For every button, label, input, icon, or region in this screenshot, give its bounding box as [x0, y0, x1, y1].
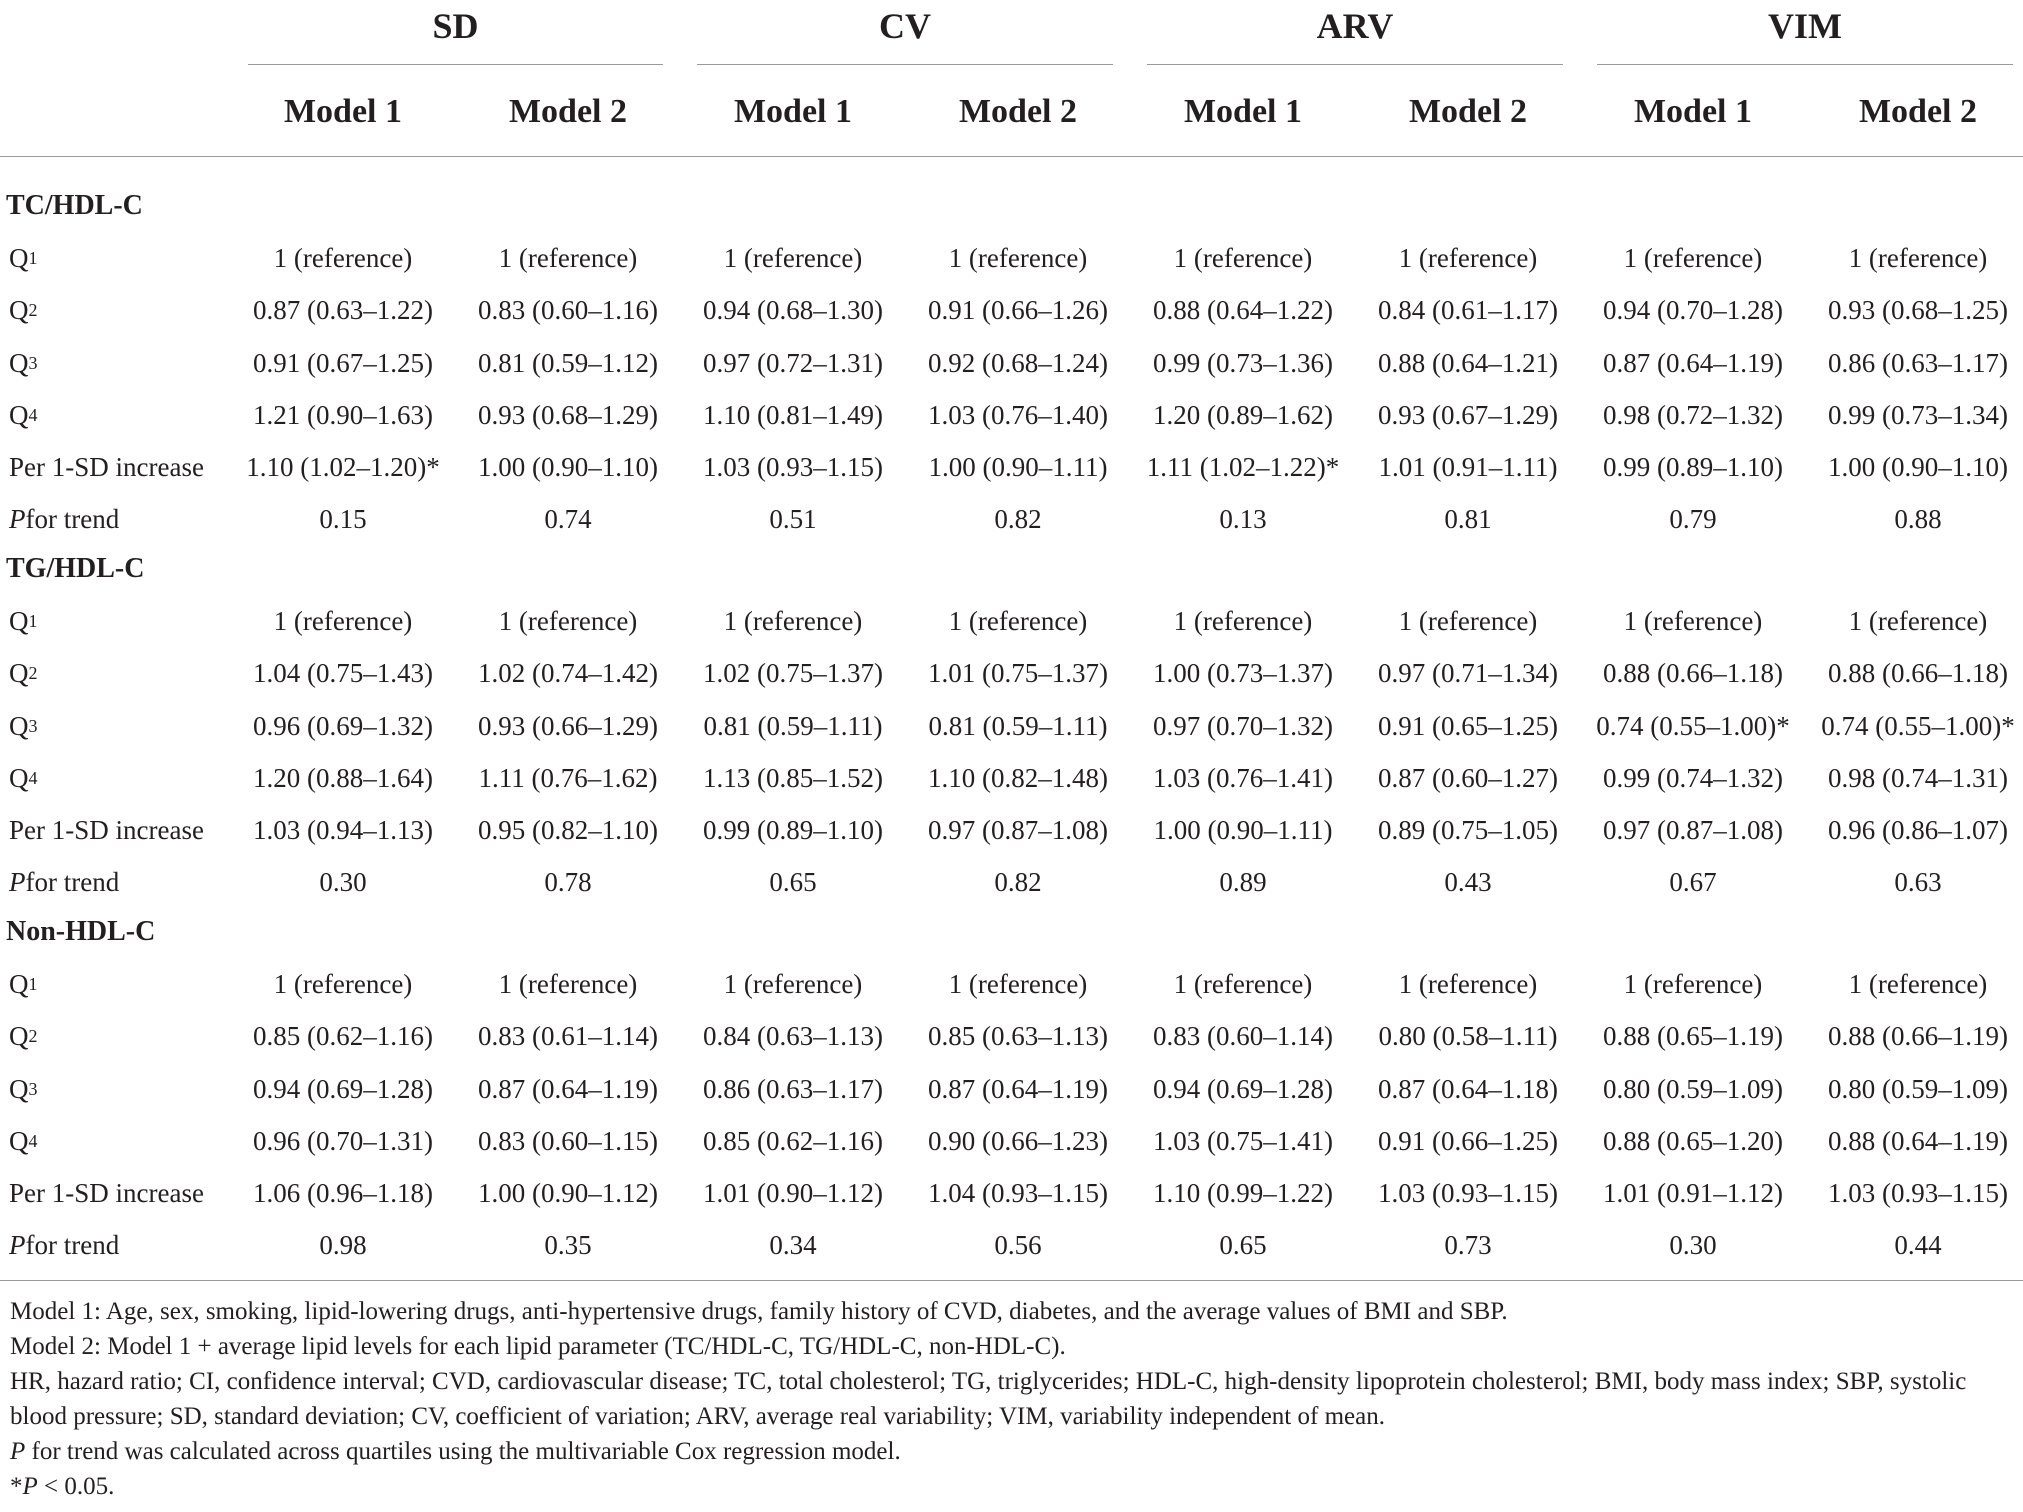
- row-label-text: for trend: [25, 1229, 120, 1260]
- table-cell: 0.79: [1669, 503, 1717, 534]
- row-label: [9, 441, 204, 493]
- table-cell: 0.87 (0.64–1.19): [928, 1073, 1108, 1104]
- row-label-italic: P: [9, 503, 26, 534]
- table-cell: 0.88 (0.65–1.20): [1603, 1125, 1783, 1156]
- row-label: [9, 389, 38, 441]
- table-cell: 1 (reference): [723, 242, 863, 273]
- table-cell: 0.85 (0.63–1.13): [928, 1020, 1108, 1051]
- row-label-subscript: 4: [28, 767, 38, 788]
- model-header: Model 2: [508, 93, 628, 130]
- table-cell: 0.56: [994, 1229, 1042, 1260]
- row-label-subscript: 4: [28, 404, 38, 425]
- row-label: [9, 337, 38, 389]
- table-cell: 1 (reference): [1173, 242, 1313, 273]
- table-cell: 1.13 (0.85–1.52): [703, 762, 883, 793]
- table-cell: 0.30: [1669, 1229, 1717, 1260]
- table-cell: 1.21 (0.90–1.63): [253, 399, 433, 430]
- table-row: [0, 1219, 2023, 1271]
- table-cell: 0.99 (0.89–1.10): [1603, 451, 1783, 482]
- table-cell: 0.34: [769, 1229, 817, 1260]
- footnote-text: HR, hazard ratio; CI, confidence interval; CVD, cardiovascular disease; TC, total cholesterol; TG, triglycerides; HDL-C, high-density lipoprotein cholesterol; BMI, body mass index; SBP, systolic blood pressure; SD, standard deviation; CV, coefficient of variation; ARV, average real variability; VIM, variability independent of mean.: [10, 1368, 1967, 1430]
- row-label-subscript: 2: [28, 299, 38, 320]
- footnote-text: Model 1: Age, sex, smoking, lipid-lowering drugs, anti-hypertensive drugs, family history of CVD, diabetes, and the average values of BMI and SBP.: [10, 1298, 1508, 1325]
- section-header-row: [0, 543, 2023, 595]
- table-cell: 0.86 (0.63–1.17): [703, 1073, 883, 1104]
- table-row: [0, 1063, 2023, 1115]
- table-cell: 0.80 (0.58–1.11): [1378, 1020, 1558, 1051]
- row-label-italic: P: [9, 1229, 26, 1260]
- table-cell: 0.97 (0.70–1.32): [1153, 710, 1333, 741]
- table-footnotes: [10, 1294, 2015, 1504]
- column-group-vim: VIM: [1768, 6, 1842, 46]
- group-underline: [1597, 64, 2013, 65]
- table-cell: 0.99 (0.73–1.36): [1153, 347, 1333, 378]
- section-title: TG/HDL-C: [6, 553, 145, 584]
- table-cell: 0.81 (0.59–1.11): [703, 710, 883, 741]
- row-label-text: Q: [9, 399, 29, 430]
- table-cell: 0.82: [994, 503, 1042, 534]
- table-cell: 1 (reference): [498, 242, 638, 273]
- table-cell: 1.00 (0.90–1.10): [1828, 451, 2008, 482]
- table-cell: 1.00 (0.90–1.10): [478, 451, 658, 482]
- table-cell: 0.97 (0.71–1.34): [1378, 657, 1558, 688]
- model-header: Model 1: [1633, 93, 1753, 130]
- row-label: [9, 284, 38, 336]
- row-label: [9, 647, 38, 699]
- table-cell: 0.51: [769, 503, 817, 534]
- table-cell: 1.03 (0.94–1.13): [253, 814, 433, 845]
- table-cell: 0.87 (0.60–1.27): [1378, 762, 1558, 793]
- table-cell: 0.96 (0.69–1.32): [253, 710, 433, 741]
- table-cell: 0.44: [1894, 1229, 1942, 1260]
- column-group-arv: ARV: [1316, 6, 1394, 46]
- table-cell: 0.65: [769, 866, 817, 897]
- table-row: [0, 284, 2023, 336]
- table-cell: 1.10 (0.99–1.22): [1153, 1177, 1333, 1208]
- table-cell: 1.11 (0.76–1.62): [478, 762, 658, 793]
- table-cell: 1 (reference): [1623, 968, 1763, 999]
- footnote: [10, 1364, 2015, 1434]
- table-cell: 1 (reference): [1173, 968, 1313, 999]
- table-cell: 0.87 (0.64–1.19): [1603, 347, 1783, 378]
- table-row: [0, 441, 2023, 493]
- group-underline: [697, 64, 1113, 65]
- table-row: [0, 856, 2023, 908]
- section-header-row: [0, 180, 2023, 232]
- table-cell: 1 (reference): [948, 605, 1088, 636]
- table-cell: 1 (reference): [1398, 242, 1538, 273]
- table-cell: 0.73: [1444, 1229, 1492, 1260]
- row-label-subscript: 1: [28, 973, 38, 994]
- table-cell: 0.94 (0.69–1.28): [1153, 1073, 1333, 1104]
- section-header-row: [0, 906, 2023, 958]
- table-cell: 0.88 (0.65–1.19): [1603, 1020, 1783, 1051]
- table-cell: 0.91 (0.66–1.25): [1378, 1125, 1558, 1156]
- table-cell: 0.30: [319, 866, 367, 897]
- row-label: [9, 1115, 38, 1167]
- row-label-subscript: 3: [28, 715, 38, 736]
- table-cell: 1.04 (0.93–1.15): [928, 1177, 1108, 1208]
- row-label-subscript: 3: [28, 352, 38, 373]
- section-title: TC/HDL-C: [6, 190, 143, 221]
- row-label-text: Q: [9, 1020, 29, 1051]
- table-cell: 0.83 (0.60–1.15): [478, 1125, 658, 1156]
- table-cell: 0.89: [1219, 866, 1267, 897]
- table-cell: 1 (reference): [723, 605, 863, 636]
- table-cell: 0.97 (0.72–1.31): [703, 347, 883, 378]
- row-label: [9, 856, 119, 908]
- table-cell: 0.87 (0.64–1.19): [478, 1073, 658, 1104]
- table-cell: 0.83 (0.61–1.14): [478, 1020, 658, 1051]
- table-cell: 0.82: [994, 866, 1042, 897]
- table-cell: 0.86 (0.63–1.17): [1828, 347, 2008, 378]
- table-cell: 1 (reference): [273, 242, 413, 273]
- table-cell: 1 (reference): [1848, 605, 1988, 636]
- table-cell: 1.03 (0.93–1.15): [703, 451, 883, 482]
- table-cell: 1 (reference): [1623, 242, 1763, 273]
- row-label-text: Q: [9, 347, 29, 378]
- row-label-text: Per 1-SD increase: [9, 1177, 204, 1208]
- table-cell: 0.98 (0.74–1.31): [1828, 762, 2008, 793]
- footnote: [10, 1294, 2015, 1329]
- row-label-text: Q: [9, 242, 29, 273]
- table-cell: 0.63: [1894, 866, 1942, 897]
- row-label-text: Q: [9, 1125, 29, 1156]
- row-label: [9, 232, 38, 284]
- table-cell: 0.74 (0.55–1.00)*: [1821, 710, 2015, 741]
- table-cell: 1 (reference): [1398, 605, 1538, 636]
- table-cell: 0.93 (0.68–1.29): [478, 399, 658, 430]
- table-cell: 0.83 (0.60–1.14): [1153, 1020, 1333, 1051]
- row-label-subscript: 4: [28, 1130, 38, 1151]
- table-row: [0, 232, 2023, 284]
- table-cell: 1 (reference): [273, 968, 413, 999]
- table-cell: 1.00 (0.90–1.11): [928, 451, 1108, 482]
- table-cell: 0.93 (0.67–1.29): [1378, 399, 1558, 430]
- row-label: [9, 1063, 38, 1115]
- row-label: [9, 1010, 38, 1062]
- table-bottom-rule: [0, 1280, 2023, 1281]
- table-cell: 1.00 (0.90–1.11): [1153, 814, 1333, 845]
- table-cell: 1.10 (0.81–1.49): [703, 399, 883, 430]
- model-header: Model 2: [1858, 93, 1978, 130]
- footnote: [10, 1329, 2015, 1364]
- table-cell: 1.02 (0.75–1.37): [703, 657, 883, 688]
- model-header: Model 2: [958, 93, 1078, 130]
- row-label-text: Per 1-SD increase: [9, 451, 204, 482]
- table-row: [0, 595, 2023, 647]
- table-cell: 0.88: [1894, 503, 1942, 534]
- table-cell: 0.93 (0.68–1.25): [1828, 294, 2008, 325]
- row-label-subscript: 3: [28, 1078, 38, 1099]
- table-cell: 1.03 (0.76–1.40): [928, 399, 1108, 430]
- model-header: Model 2: [1408, 93, 1528, 130]
- model-header-row: [0, 88, 2023, 136]
- row-label-text: for trend: [25, 503, 120, 534]
- table-cell: 0.81: [1444, 503, 1492, 534]
- table-cell: 0.87 (0.64–1.18): [1378, 1073, 1558, 1104]
- table-cell: 0.13: [1219, 503, 1267, 534]
- row-label: [9, 1167, 204, 1219]
- row-label: [9, 493, 119, 545]
- table-cell: 0.94 (0.70–1.28): [1603, 294, 1783, 325]
- table-row: [0, 700, 2023, 752]
- table-cell: 1 (reference): [498, 968, 638, 999]
- row-label-text: Q: [9, 605, 29, 636]
- table-cell: 0.98 (0.72–1.32): [1603, 399, 1783, 430]
- header-rule: [0, 156, 2023, 157]
- row-label: [9, 700, 38, 752]
- table-cell: 0.85 (0.62–1.16): [703, 1125, 883, 1156]
- table-row: [0, 389, 2023, 441]
- table-cell: 0.74 (0.55–1.00)*: [1596, 710, 1790, 741]
- table-cell: 1.10 (0.82–1.48): [928, 762, 1108, 793]
- table-cell: 0.83 (0.60–1.16): [478, 294, 658, 325]
- table-cell: 0.35: [544, 1229, 592, 1260]
- table-cell: 0.94 (0.68–1.30): [703, 294, 883, 325]
- table-cell: 1.20 (0.89–1.62): [1153, 399, 1333, 430]
- table-cell: 1.11 (1.02–1.22)*: [1146, 451, 1340, 482]
- table-cell: 0.99 (0.89–1.10): [703, 814, 883, 845]
- group-underline: [1147, 64, 1563, 65]
- row-label-text: Q: [9, 762, 29, 793]
- table-cell: 0.87 (0.63–1.22): [253, 294, 433, 325]
- table-cell: 0.80 (0.59–1.09): [1603, 1073, 1783, 1104]
- table-cell: 0.91 (0.67–1.25): [253, 347, 433, 378]
- table-cell: 0.43: [1444, 866, 1492, 897]
- table-row: [0, 647, 2023, 699]
- table-cell: 1.01 (0.91–1.12): [1603, 1177, 1783, 1208]
- footnote-italic: P: [10, 1438, 26, 1465]
- section-title: Non-HDL-C: [6, 916, 156, 947]
- table-cell: 1.04 (0.75–1.43): [253, 657, 433, 688]
- table-cell: 0.93 (0.66–1.29): [478, 710, 658, 741]
- table-cell: 0.88 (0.66–1.18): [1603, 657, 1783, 688]
- row-label-text: for trend: [25, 866, 120, 897]
- table-cell: 0.89 (0.75–1.05): [1378, 814, 1558, 845]
- row-label: [9, 958, 38, 1010]
- model-header: Model 1: [1183, 93, 1303, 130]
- model-header: Model 1: [733, 93, 853, 130]
- table-cell: 1.00 (0.90–1.12): [478, 1177, 658, 1208]
- footnote-symbol: *: [10, 1473, 23, 1500]
- row-label-text: Per 1-SD increase: [9, 814, 204, 845]
- table-cell: 1.00 (0.73–1.37): [1153, 657, 1333, 688]
- table-cell: 0.88 (0.64–1.21): [1378, 347, 1558, 378]
- row-label: [9, 804, 204, 856]
- row-label-text: Q: [9, 1073, 29, 1104]
- row-label-subscript: 2: [28, 1025, 38, 1046]
- table-cell: 0.81 (0.59–1.12): [478, 347, 658, 378]
- table-cell: 1.06 (0.96–1.18): [253, 1177, 433, 1208]
- table-cell: 0.88 (0.66–1.19): [1828, 1020, 2008, 1051]
- table-cell: 1 (reference): [1848, 242, 1988, 273]
- row-label-italic: P: [9, 866, 26, 897]
- table-row: [0, 1115, 2023, 1167]
- table-row: [0, 1010, 2023, 1062]
- table-cell: 1 (reference): [723, 968, 863, 999]
- table-cell: 0.91 (0.66–1.26): [928, 294, 1108, 325]
- table-cell: 0.15: [319, 503, 367, 534]
- row-label-subscript: 1: [28, 610, 38, 631]
- model-header: Model 1: [283, 93, 403, 130]
- row-label-subscript: 1: [28, 247, 38, 268]
- table-cell: 1.03 (0.93–1.15): [1828, 1177, 2008, 1208]
- row-label: [9, 1219, 119, 1271]
- footnote-italic: P: [22, 1473, 38, 1500]
- table-cell: 0.96 (0.70–1.31): [253, 1125, 433, 1156]
- table-cell: 1.03 (0.76–1.41): [1153, 762, 1333, 793]
- table-row: [0, 1167, 2023, 1219]
- table-cell: 1.01 (0.90–1.12): [703, 1177, 883, 1208]
- table-cell: 1 (reference): [498, 605, 638, 636]
- row-label-subscript: 2: [28, 662, 38, 683]
- table-cell: 0.90 (0.66–1.23): [928, 1125, 1108, 1156]
- table-cell: 1 (reference): [1848, 968, 1988, 999]
- footnote-text: for trend was calculated across quartiles using the multivariable Cox regression model.: [25, 1438, 901, 1465]
- table-cell: 0.99 (0.73–1.34): [1828, 399, 2008, 430]
- row-label-text: Q: [9, 968, 29, 999]
- table-cell: 1.01 (0.75–1.37): [928, 657, 1108, 688]
- table-cell: 1 (reference): [1398, 968, 1538, 999]
- column-group-sd: SD: [432, 6, 479, 46]
- table-cell: 0.91 (0.65–1.25): [1378, 710, 1558, 741]
- row-label: [9, 752, 38, 804]
- footnote-text: Model 2: Model 1 + average lipid levels for each lipid parameter (TC/HDL-C, TG/HDL-C, non-HDL-C).: [10, 1333, 1066, 1360]
- table-cell: 1.10 (1.02–1.20)*: [246, 451, 440, 482]
- table-row: [0, 804, 2023, 856]
- row-label-text: Q: [9, 294, 29, 325]
- table-cell: 0.99 (0.74–1.32): [1603, 762, 1783, 793]
- table-cell: 0.81 (0.59–1.11): [928, 710, 1108, 741]
- table-cell: 1 (reference): [1623, 605, 1763, 636]
- table-cell: 0.67: [1669, 866, 1717, 897]
- column-group-cv: CV: [879, 6, 931, 46]
- table-cell: 1 (reference): [948, 242, 1088, 273]
- row-label: [9, 595, 38, 647]
- table-cell: 0.92 (0.68–1.24): [928, 347, 1108, 378]
- table-cell: 1.01 (0.91–1.11): [1378, 451, 1558, 482]
- table-cell: 0.74: [544, 503, 592, 534]
- table-cell: 0.88 (0.64–1.22): [1153, 294, 1333, 325]
- table-cell: 0.65: [1219, 1229, 1267, 1260]
- table-cell: 0.84 (0.61–1.17): [1378, 294, 1558, 325]
- table-cell: 1.03 (0.75–1.41): [1153, 1125, 1333, 1156]
- table-cell: 0.78: [544, 866, 592, 897]
- table-cell: 0.97 (0.87–1.08): [1603, 814, 1783, 845]
- table-cell: 1 (reference): [948, 968, 1088, 999]
- table-cell: 0.85 (0.62–1.16): [253, 1020, 433, 1051]
- table-cell: 0.84 (0.63–1.13): [703, 1020, 883, 1051]
- footnote-text: < 0.05.: [37, 1473, 115, 1500]
- row-label-text: Q: [9, 657, 29, 688]
- table-cell: 1 (reference): [273, 605, 413, 636]
- table-cell: 0.88 (0.64–1.19): [1828, 1125, 2008, 1156]
- table-cell: 0.94 (0.69–1.28): [253, 1073, 433, 1104]
- table-row: [0, 493, 2023, 545]
- footnote: [10, 1469, 2015, 1504]
- table-row: [0, 752, 2023, 804]
- table-cell: 1 (reference): [1173, 605, 1313, 636]
- table-cell: 0.95 (0.82–1.10): [478, 814, 658, 845]
- table-cell: 1.20 (0.88–1.64): [253, 762, 433, 793]
- footnote: [10, 1434, 2015, 1469]
- table-row: [0, 958, 2023, 1010]
- table-cell: 0.98: [319, 1229, 367, 1260]
- table-row: [0, 337, 2023, 389]
- group-underline: [248, 64, 663, 65]
- table-cell: 1.03 (0.93–1.15): [1378, 1177, 1558, 1208]
- table-cell: 0.80 (0.59–1.09): [1828, 1073, 2008, 1104]
- row-label-text: Q: [9, 710, 29, 741]
- table-cell: 0.97 (0.87–1.08): [928, 814, 1108, 845]
- table-cell: 0.96 (0.86–1.07): [1828, 814, 2008, 845]
- table-cell: 1.02 (0.74–1.42): [478, 657, 658, 688]
- table-cell: 0.88 (0.66–1.18): [1828, 657, 2008, 688]
